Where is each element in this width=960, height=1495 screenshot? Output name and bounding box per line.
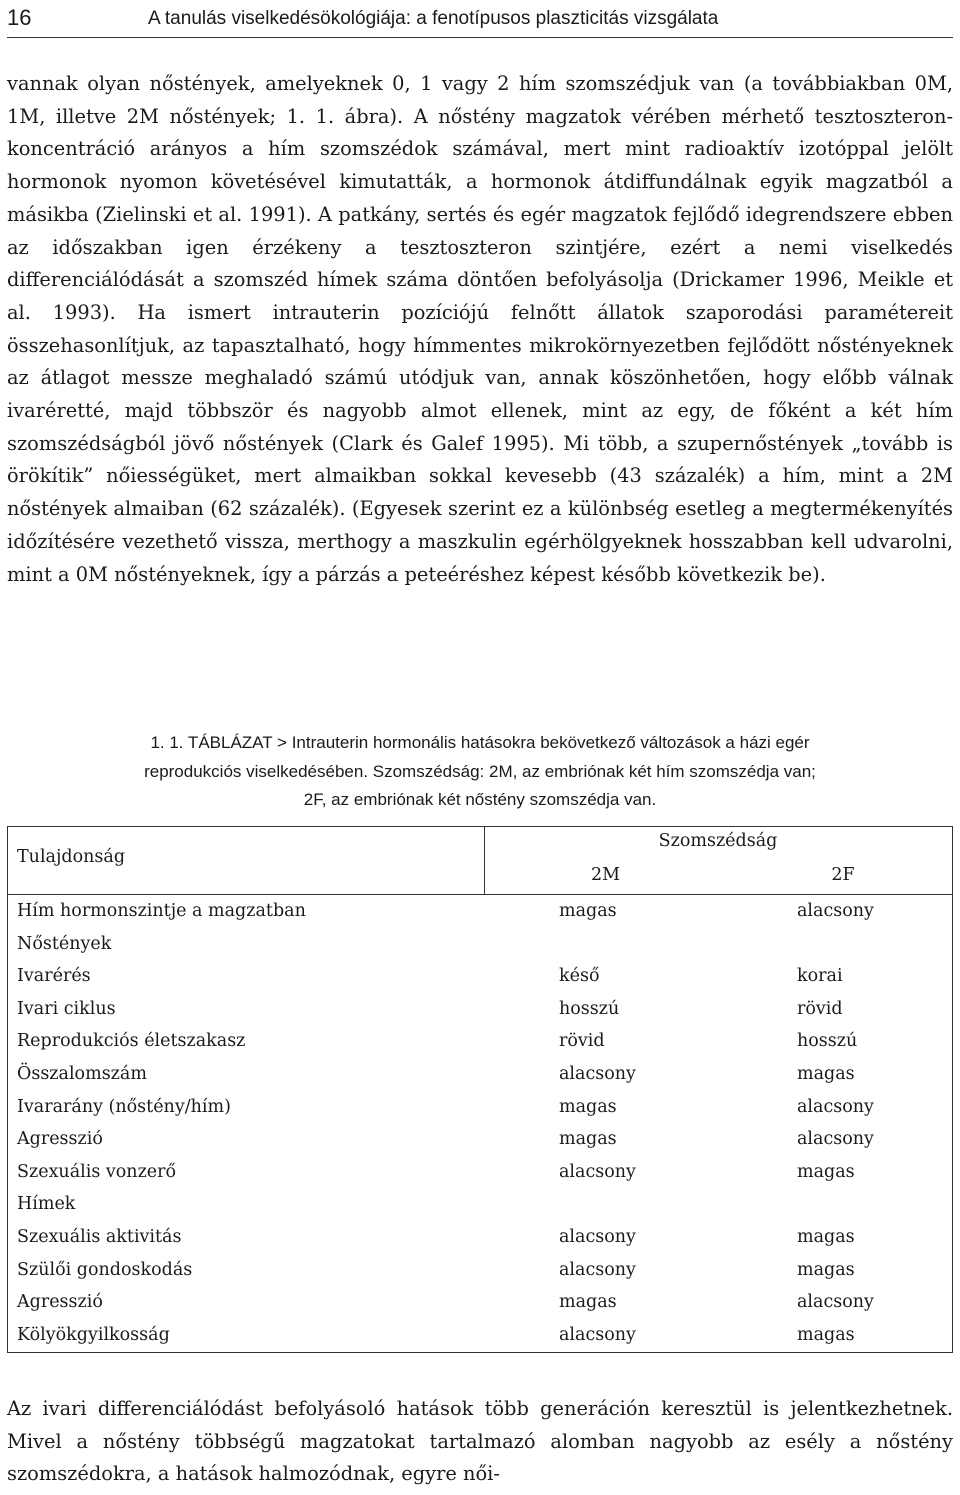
cell-2m: alacsony <box>559 1161 636 1182</box>
table-row <box>8 1123 952 1156</box>
cell-property: Ivararány (nőstény/hím) <box>17 1096 231 1117</box>
caption-line-1: 1. 1. TÁBLÁZAT > Intrauterin hormonális hatásokra bekövetkező változások a házi egér <box>150 733 810 752</box>
table-caption <box>7 729 953 815</box>
body-paragraph-2: Az ivari differenciálódást befolyásoló hatások több generáción keresztül is jelentkezhetnek. Mivel a nőstény többségű magzatokat tartalmazó alomban nagyobb az esély a nőstény szomszédokra, a hatások halmozódnak, egyre női- <box>7 1397 953 1486</box>
cell-property: Hím hormonszintje a magzatban <box>17 901 306 921</box>
table-row <box>8 1091 952 1124</box>
cell-2m: magas <box>559 1129 617 1150</box>
header-2f: 2F <box>831 865 855 885</box>
table-row <box>8 1286 952 1319</box>
cell-2f: alacsony <box>797 1129 874 1150</box>
cell-property: Agresszió <box>17 1292 103 1313</box>
cell-2m: késő <box>559 966 600 987</box>
table-row <box>8 993 952 1026</box>
cell-property: Reprodukciós életszakasz <box>17 1031 246 1052</box>
table-body <box>8 895 952 1351</box>
table-row <box>8 1254 952 1287</box>
table-row <box>8 960 952 993</box>
cell-2f: magas <box>797 1259 855 1280</box>
data-table <box>7 826 953 1353</box>
cell-2f: magas <box>797 1226 855 1247</box>
cell-property: Agresszió <box>17 1129 103 1150</box>
cell-2m: magas <box>559 1096 617 1117</box>
cell-property: Összalomszám <box>17 1063 147 1084</box>
cell-2f: magas <box>797 1063 855 1084</box>
cell-2f: alacsony <box>797 1292 874 1313</box>
cell-2m: hosszú <box>559 998 620 1019</box>
cell-2f: magas <box>797 1161 855 1182</box>
header-2m: 2M <box>590 865 621 885</box>
cell-property: Ivari ciklus <box>17 998 116 1019</box>
cell-property: Nőstények <box>17 933 112 954</box>
cell-property: Szülői gondoskodás <box>17 1259 193 1280</box>
table-row <box>8 1058 952 1091</box>
header-property: Tulajdonság <box>17 847 126 867</box>
cell-2f: korai <box>797 966 843 987</box>
cell-2m: alacsony <box>559 1324 636 1345</box>
table-row <box>8 895 952 928</box>
body-paragraph-1: vannak olyan nőstények, amelyeknek 0, 1 vagy 2 hím szomszédjuk van (a továbbiakban 0M, 1M, illetve 2M nőstények; 1. 1. ábra). A nőstény magzatok vérében mérhető tesztoszteron-koncentráció arányos a hím szomszédok számával, mert mint radioaktív izotóppal jelölt hormonok nyomon követésével kimutatták, a hormonok átdiffundálnak egyik magzatból a másikba (Zielinski et al. 1991). A patkány, sertés és egér magzatok fejlődő idegrendszere ebben az időszakban igen érzékeny a tesztoszteron szintjére, ezért a nemi viselkedés differenciálódását a szomszéd hímek száma döntően befolyásolja (Drickamer 1996, Meikle et al. 1993). Ha ismert intrauterin pozíciójú felnőtt állatok szaporodási paramétereit összehasonlítjuk, az tapasztalható, hogy hímmentes mikrokörnyezetben fejlődött nőstényeknek az átlagot messze meghaladó számú utódjuk van, annak köszönhetően, hogy előbb válnak ivaréretté, majd többször és nagyobb almot ellenek, mint az egy, de főként a két hím szomszédságból jövő nőstények (Clark és Galef 1995). Mi több, a szupernőstények „tovább is örökítik” nőiességüket, mert almaikban sokkal kevesebb (43 százalék) a hím, mint a 2M nőstények almaiban (62 százalék). (Egyesek szerint ez a különbség esetleg a megtermékenyítés időzítésére vezethető vissza, merthogy a maszkulin egérhölgyeknek hosszabban kell udvarolni, mint a 0M nőstényeknek, így a párzás a peteéréshez képest később következik be). <box>7 72 953 586</box>
table-row <box>8 1025 952 1058</box>
cell-2m: alacsony <box>559 1226 636 1247</box>
table-row <box>8 1221 952 1254</box>
page-header <box>7 4 953 34</box>
table-row <box>8 1188 952 1221</box>
running-title: A tanulás viselkedésökológiája: a fenotípusos plaszticitás vizsgálata <box>148 8 719 29</box>
cell-property: Szexuális aktivitás <box>17 1226 182 1247</box>
cell-2m: magas <box>559 901 617 921</box>
cell-2f: rövid <box>797 998 843 1019</box>
caption-line-2: reprodukciós viselkedésében. Szomszédság: 2M, az embriónak két hím szomszédja van; <box>144 761 816 781</box>
table-row <box>8 1156 952 1189</box>
table-row <box>8 1319 952 1352</box>
cell-2f: magas <box>797 1324 855 1345</box>
caption-line-3: 2F, az embriónak két nőstény szomszédja van. <box>303 790 657 809</box>
page-number: 16 <box>7 5 32 30</box>
cell-2m: alacsony <box>559 1063 636 1084</box>
cell-2f: hosszú <box>797 1031 858 1052</box>
cell-property: Ivarérés <box>17 966 91 987</box>
cell-2f: alacsony <box>797 1096 874 1117</box>
cell-2m: rövid <box>559 1031 605 1052</box>
cell-2f: alacsony <box>797 901 874 921</box>
cell-2m: alacsony <box>559 1259 636 1280</box>
cell-property: Szexuális vonzerő <box>17 1161 177 1182</box>
cell-property: Kölyökgyilkosság <box>17 1324 170 1345</box>
table-row <box>8 928 952 961</box>
header-rule <box>7 37 953 38</box>
header-neighborhood: Szomszédság <box>658 831 778 851</box>
cell-property: Hímek <box>17 1194 76 1215</box>
cell-2m: magas <box>559 1292 617 1313</box>
